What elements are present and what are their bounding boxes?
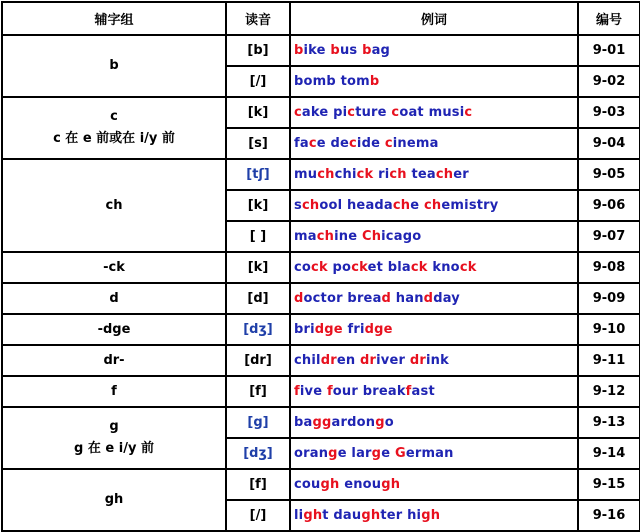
example-words-cell [290,376,578,407]
example-words-cell [290,159,578,190]
group-label: f [111,383,117,399]
pronunciation-cell: [d] [226,283,290,314]
code-cell: 9-02 [578,66,640,97]
highlighted-letters: b [294,43,304,58]
highlighted-letters: c [464,105,473,120]
pronunciation-cell: [dr] [226,345,290,376]
highlighted-letters: g [328,446,338,461]
word-text: han [391,291,424,306]
phonics-table [1,1,640,532]
word-text: mu [294,167,318,182]
header-pronunciation: 读音 [226,2,290,35]
group-label: ch [105,197,123,213]
code-cell: 9-12 [578,376,640,407]
word-text: ter hi [380,508,422,523]
code-cell: 9-09 [578,283,640,314]
pronunciation-cell: [/] [226,500,290,531]
word-text: ma [294,229,317,244]
table-row [2,376,640,407]
group-cell [2,345,226,376]
group-cell [2,35,226,97]
code-cell: 9-05 [578,159,640,190]
highlighted-letters: f [326,384,333,399]
table-row [2,407,640,438]
group-label: gh [104,492,124,507]
table-row [2,35,640,66]
highlighted-letters: c [349,136,357,151]
highlighted-letters: gh [303,508,323,523]
highlighted-letters: ck [351,260,368,275]
group-label: c 在 e 前或在 i/y 前 [53,131,175,146]
word-text: fa [294,136,309,151]
code-cell: 9-10 [578,314,640,345]
word-text: emistry [441,198,499,213]
highlighted-letters: G [394,446,406,461]
code-cell: 9-11 [578,345,640,376]
word-text: day [433,291,460,306]
pronunciation-cell: [g] [226,407,290,438]
word-text: bri [294,322,315,337]
code-cell: 9-08 [578,252,640,283]
highlighted-letters: d [423,291,434,306]
highlighted-letters: dge [314,322,343,337]
header-code: 编号 [578,2,640,35]
highlighted-letters: g [375,415,385,430]
code-cell: 9-06 [578,190,640,221]
highlighted-letters: ck [356,167,374,182]
word-text: us [339,43,363,58]
word-text: en [336,353,361,368]
example-words-cell [290,438,578,469]
highlighted-letters: ck [311,260,328,275]
word-text: ive [299,384,327,399]
word-text: er [453,167,469,182]
code-cell: 9-03 [578,97,640,128]
word-text: ardon [331,415,376,430]
pronunciation-cell: [f] [226,469,290,500]
highlighted-letters: c [384,136,393,151]
highlighted-letters: gh [320,477,340,492]
word-text: e [410,198,425,213]
word-text: et bla [367,260,411,275]
table-row [2,469,640,500]
highlighted-letters: f [405,384,412,399]
code-cell: 9-04 [578,128,640,159]
highlighted-letters: g [371,446,382,461]
code-cell: 9-13 [578,407,640,438]
word-text: oat musi [399,105,465,120]
word-text: fri [342,322,365,337]
word-text: cou [294,477,321,492]
example-words-cell [290,221,578,252]
highlighted-letters: f [294,384,300,399]
word-text: ri [373,167,390,182]
word-text: chi [334,167,357,182]
group-label: g [109,419,119,434]
highlighted-letters: ch [424,198,442,213]
word-text: octor brea [303,291,382,306]
word-text: enou [339,477,382,492]
example-words-cell [290,128,578,159]
highlighted-letters: ck [459,260,477,275]
example-words-cell [290,469,578,500]
pronunciation-cell: [dʒ] [226,314,290,345]
word-text: ide [356,136,385,151]
word-text: ag [371,43,391,58]
highlighted-letters: ch [435,167,454,182]
highlighted-letters: gh [381,477,401,492]
highlighted-letters: gg [312,415,332,430]
example-words-cell [290,35,578,66]
code-cell: 9-15 [578,469,640,500]
highlighted-letters: ch [389,167,407,182]
word-text: e lar [337,446,372,461]
table-row [2,283,640,314]
group-label: -dge [97,321,131,337]
header-group: 辅字组 [2,2,226,35]
highlighted-letters: b [330,43,340,58]
highlighted-letters: d [381,291,392,306]
highlighted-letters: ch [317,167,335,182]
word-text: our break [332,384,406,399]
pronunciation-cell: [tʃ] [226,159,290,190]
word-text: ine [334,229,362,244]
highlighted-letters: gh [421,508,441,523]
example-words-cell [290,66,578,97]
word-text: ink [425,353,449,368]
table-row [2,252,640,283]
example-words-cell [290,407,578,438]
word-text: kno [427,260,460,275]
group-label: -ck [103,259,125,275]
word-text: chil [294,353,321,368]
word-text: ake pi [301,105,348,120]
code-cell: 9-16 [578,500,640,531]
word-text: ba [294,415,313,430]
header-example: 例词 [290,2,578,35]
example-words-cell [290,345,578,376]
pronunciation-cell: [dʒ] [226,438,290,469]
word-text: oran [294,446,329,461]
highlighted-letters: gh [361,508,381,523]
word-text: e [381,446,395,461]
pronunciation-cell: [s] [226,128,290,159]
word-text: o [384,415,394,430]
example-words-cell [290,500,578,531]
table-body [2,35,640,531]
word-text: ool heada [319,198,393,213]
word-text: po [327,260,352,275]
group-cell [2,159,226,252]
highlighted-letters: c [294,105,302,120]
word-text: bomb tom [294,74,370,89]
pronunciation-cell: [ ] [226,221,290,252]
word-text: ture [355,105,392,120]
example-words-cell [290,314,578,345]
pronunciation-cell: [b] [226,35,290,66]
highlighted-letters: c [391,105,400,120]
pronunciation-cell: [k] [226,97,290,128]
pronunciation-cell: [k] [226,190,290,221]
word-text: s [294,198,302,213]
pronunciation-cell: [/] [226,66,290,97]
highlighted-letters: Ch [361,229,382,244]
example-words-cell [290,97,578,128]
highlighted-letters: dr [409,353,426,368]
highlighted-letters: ch [301,198,320,213]
group-label: g 在 e i/y 前 [74,441,154,456]
word-text: inema [392,136,439,151]
group-cell [2,283,226,314]
word-text: co [294,260,312,275]
highlighted-letters: b [362,43,372,58]
highlighted-letters: d [294,291,304,306]
group-cell [2,469,226,531]
word-text: li [294,508,304,523]
highlighted-letters: ck [410,260,428,275]
table-row [2,314,640,345]
code-cell: 9-07 [578,221,640,252]
table-row [2,159,640,190]
highlighted-letters: ch [392,198,411,213]
example-words-cell [290,283,578,314]
word-text: icago [381,229,422,244]
code-cell: 9-01 [578,35,640,66]
header-row [2,2,640,35]
example-words-cell [290,190,578,221]
highlighted-letters: dr [320,353,337,368]
highlighted-letters: c [347,105,356,120]
pronunciation-cell: [k] [226,252,290,283]
group-cell [2,376,226,407]
group-cell [2,407,226,469]
highlighted-letters: ch [316,229,335,244]
pronunciation-cell: [f] [226,376,290,407]
group-label: dr- [103,352,125,368]
group-cell [2,314,226,345]
group-cell [2,97,226,159]
group-label: c [110,109,118,124]
highlighted-letters: c [308,136,317,151]
word-text: erman [405,446,454,461]
example-words-cell [290,252,578,283]
highlighted-letters: dr [360,353,377,368]
group-cell [2,252,226,283]
word-text: ast [411,384,435,399]
word-text: ike [303,43,331,58]
word-text: e de [316,136,350,151]
word-text: iver [376,353,410,368]
word-text: t dau [322,508,362,523]
group-label: b [109,58,119,73]
code-cell: 9-14 [578,438,640,469]
highlighted-letters: dge [364,322,393,337]
table-row [2,97,640,128]
group-label: d [109,290,119,306]
word-text: tea [406,167,436,182]
highlighted-letters: b [369,74,380,89]
table-row [2,345,640,376]
